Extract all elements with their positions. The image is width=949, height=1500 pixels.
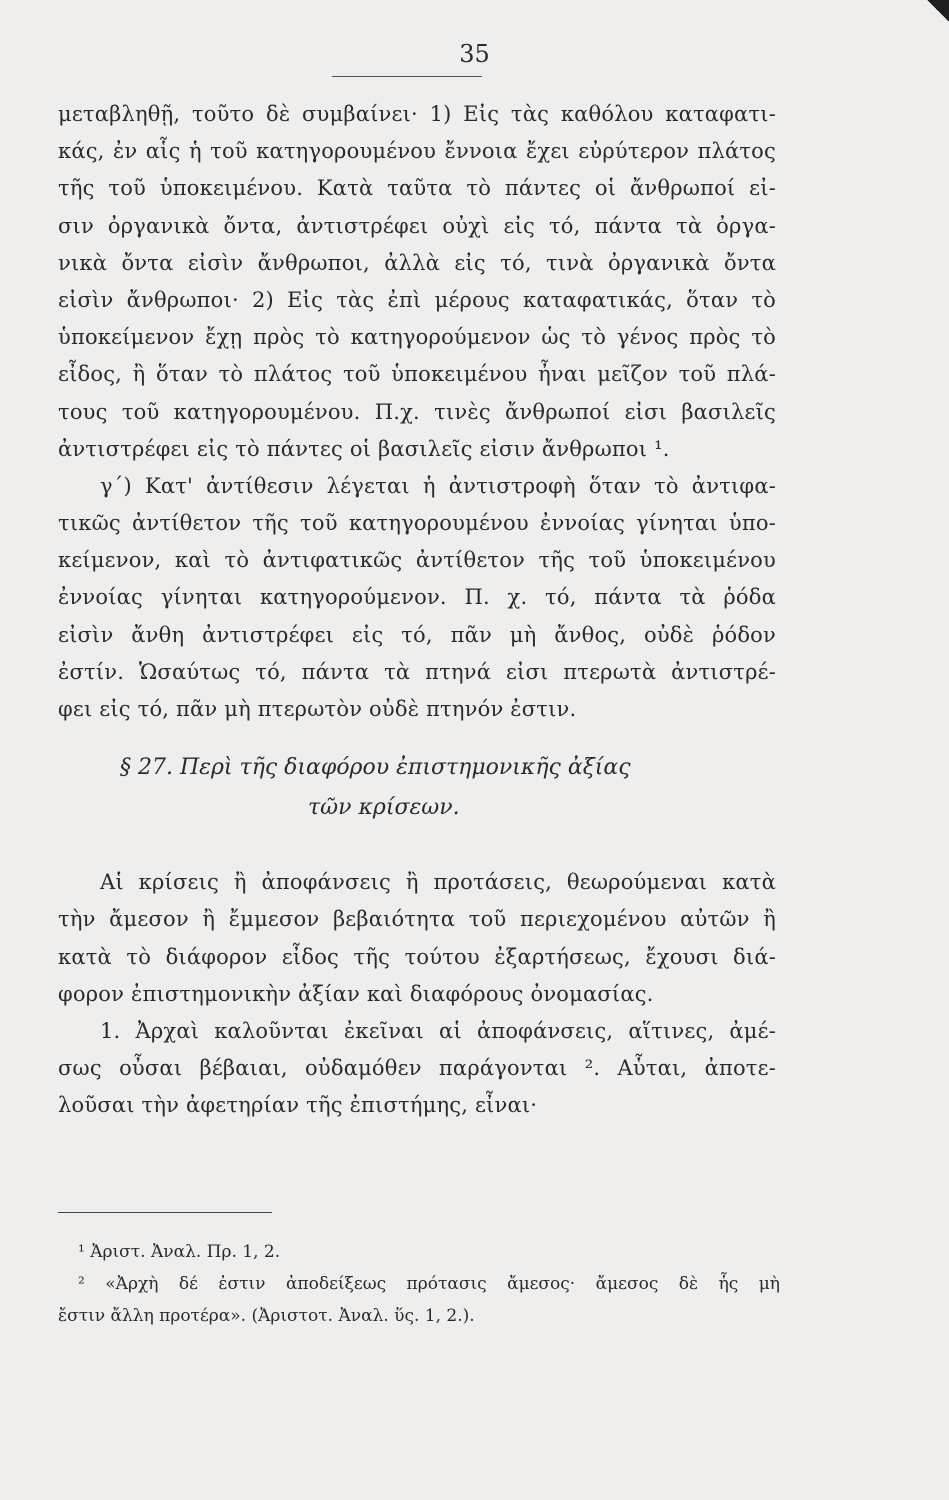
- text-line: Αἱ κρίσεις ἢ ἀποφάνσεις ἢ προτάσεις, θεωρούμεναι κατὰ: [100, 870, 776, 895]
- footnotes: [58, 1236, 780, 1332]
- text-line: τὴν ἄμεσον ἢ ἔμμεσον βεβαιότητα τοῦ περιεχομένου αὐτῶν ἢ: [58, 907, 776, 932]
- text-line: ὑποκείμενον ἔχῃ πρὸς τὸ κατηγορούμενον ὡς τὸ γένος πρὸς τὸ: [58, 325, 776, 350]
- text-line: φορον ἐπιστημονικὴν ἀξίαν καὶ διαφόρους ὀνομασίας.: [58, 981, 654, 1006]
- text-line: μεταβληθῇ, τοῦτο δὲ συμβαίνει· 1) Εἰς τὰς καθόλου καταφατι-: [58, 102, 776, 126]
- text-line: σως οὖσαι βέβαιαι, οὐδαμόθεν παράγονται ². Αὗται, ἀποτε-: [58, 1056, 776, 1081]
- text-line: εἰσὶν ἄνθη ἀντιστρέφει εἰς τό, πᾶν μὴ ἄνθος, οὐδὲ ῥόδον: [58, 622, 776, 647]
- text-line: σιν ὀργανικὰ ὄντα, ἀντιστρέφει οὐχὶ εἰς τό, πάντα τὰ ὀργα-: [58, 213, 776, 238]
- section-heading-line: § 27. Περὶ τῆς διαφόρου ἐπιστημονικῆς ἀξίας: [120, 755, 631, 781]
- footnote-rule: [58, 1212, 272, 1213]
- text-line: 1. Ἀρχαὶ καλοῦνται ἐκεῖναι αἱ ἀποφάνσεις, αἵτινες, ἀμέ-: [100, 1018, 776, 1043]
- text-line: τῆς τοῦ ὑποκειμένου. Κατὰ ταῦτα τὸ πάντες οἱ ἄνθρωποί εἰ-: [58, 176, 776, 201]
- paragraph-conversion-cases: [58, 96, 776, 468]
- text-line: γ΄) Κατ' ἀντίθεσιν λέγεται ἡ ἀντιστροφὴ ὅταν τὸ ἀντιφα-: [100, 473, 776, 498]
- text-line: εἶδος, ἢ ὅταν τὸ πλάτος τοῦ ὑποκειμένου ἦναι μεῖζον τοῦ πλά-: [58, 362, 776, 387]
- text-line: ἐννοίας γίνηται κατηγορούμενον. Π. χ. τό, πάντα τὰ ῥόδα: [58, 585, 776, 610]
- page-body: [58, 96, 776, 1125]
- text-line: νικὰ ὄντα εἰσὶν ἄνθρωποι, ἀλλὰ εἰς τό, τινὰ ὀργανικὰ ὄντα: [58, 250, 776, 275]
- text-line: τους τοῦ κατηγορουμένου. Π.χ. τινὲς ἄνθρωποί εἰσι βασιλεῖς: [58, 399, 776, 424]
- footnote-1: ¹ Ἀριστ. Ἀναλ. Πρ. 1, 2.: [78, 1242, 281, 1262]
- page-number: 35: [459, 40, 490, 68]
- text-line: κάς, ἐν αἷς ἡ τοῦ κατηγορουμένου ἔννοια ἔχει εὐρύτερον πλάτος: [58, 139, 776, 164]
- text-line: ἀντιστρέφει εἰς τὸ πάντες οἱ βασιλεῖς εἰσιν ἄνθρωποι ¹.: [58, 436, 670, 461]
- text-line: κείμενον, καὶ τὸ ἀντιφατικῶς ἀντίθετον τῆς τοῦ ὑποκειμένου: [58, 548, 776, 573]
- page-corner-shadow: [927, 0, 949, 22]
- paragraph-contraposition: [58, 468, 776, 728]
- text-line: λοῦσαι τὴν ἀφετηρίαν τῆς ἐπιστήμης, εἶναι·: [58, 1093, 538, 1118]
- text-line: φει εἰς τό, πᾶν μὴ πτερωτὸν οὐδὲ πτηνόν ἐστιν.: [58, 697, 577, 721]
- footnote-2: ² «Ἀρχὴ δέ ἐστιν ἀποδείξεως πρότασις ἄμεσος· ἄμεσος δὲ ἧς μὴ: [78, 1274, 780, 1294]
- section-heading: [58, 748, 776, 828]
- text-line: ἐστίν. Ὡσαύτως τό, πάντα τὰ πτηνά εἰσι πτερωτὰ ἀντιστρέ-: [58, 659, 776, 684]
- text-line: τικῶς ἀντίθετον τῆς τοῦ κατηγορουμένου ἐννοίας γίνηται ὑπο-: [58, 511, 776, 536]
- page-number-rule: [332, 76, 482, 77]
- text-line: κατὰ τὸ διάφορον εἶδος τῆς τούτου ἐξαρτήσεως, ἔχουσι διά-: [58, 944, 776, 969]
- paragraph-principles: [58, 1013, 776, 1125]
- paragraph-judgments: [58, 864, 776, 1013]
- footnote-2-cont: ἔστιν ἄλλη προτέρα». (Ἀριστοτ. Ἀναλ. ὕς. 1, 2.).: [58, 1306, 475, 1326]
- text-line: εἰσὶν ἄνθρωποι· 2) Εἰς τὰς ἐπὶ μέρους καταφατικάς, ὅταν τὸ: [58, 287, 776, 312]
- section-heading-line: τῶν κρίσεων.: [308, 795, 460, 821]
